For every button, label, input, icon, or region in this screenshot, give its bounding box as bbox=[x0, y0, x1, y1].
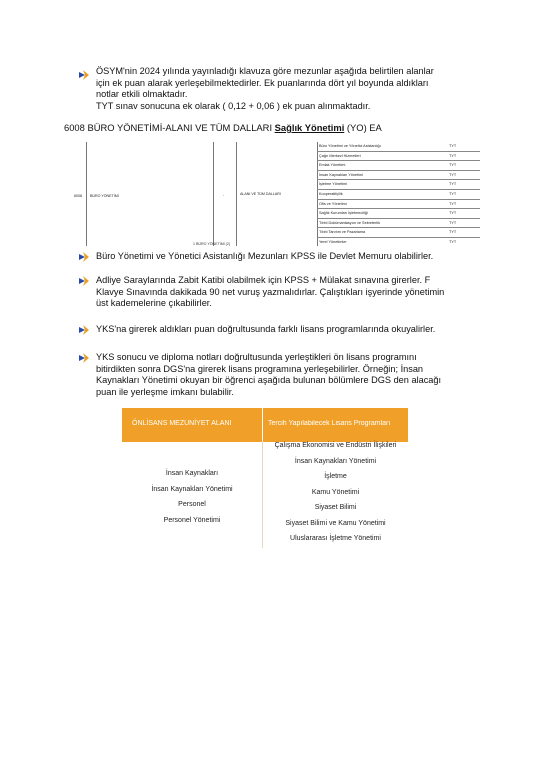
section-heading bbox=[64, 122, 382, 133]
table-row bbox=[317, 180, 480, 190]
heading-suffix: (YO) EA bbox=[344, 122, 382, 133]
row-program-name: Büro Yönetimi ve Yönetici Asistanlığı bbox=[319, 144, 381, 148]
text-line: ÖSYM'nin 2024 yılında yayınladığı klavuza göre mezunlar aşağıda belirtilen alanlar bbox=[96, 66, 434, 76]
table-row bbox=[317, 200, 480, 210]
text-line: Klavye Sınavında dakikada 90 net vuruş yazmalıdırlar. Çalıştıkları işyerinde yönetimin bbox=[96, 286, 445, 297]
row-program-name: Çağrı Merkezi Hizmetleri bbox=[319, 153, 361, 158]
left-column bbox=[122, 466, 262, 528]
row-exam-type: TYT bbox=[449, 182, 457, 187]
row-exam-type: TYT bbox=[449, 172, 457, 177]
header-left-label: ÖNLİSANS MEZUNİYET ALANI bbox=[132, 420, 232, 427]
row-exam-type: TYT bbox=[449, 211, 457, 216]
text-line: notlar etkili olmaktadır. bbox=[96, 89, 188, 100]
program-table-image bbox=[60, 142, 480, 246]
paragraph-ek-puan bbox=[96, 66, 478, 112]
heading-underlined: Sağlık Yönetimi bbox=[274, 122, 345, 133]
dgs-table-body bbox=[122, 442, 408, 548]
row-exam-type: TYT bbox=[449, 201, 457, 206]
paragraph-yks bbox=[96, 324, 478, 336]
table-row bbox=[317, 238, 480, 246]
table-row bbox=[317, 142, 480, 152]
right-item: Çalışma Ekonomisi ve Endüstri İlişkileri bbox=[274, 442, 397, 449]
row-program-name: Emlak Yönetimi bbox=[319, 163, 346, 168]
table-row bbox=[317, 228, 480, 238]
row-exam-type: TYT bbox=[449, 191, 457, 196]
row-exam-type: TYT bbox=[449, 220, 457, 225]
text-line: için ek puan alarak yerleşebilmektedirler. Ek puanlarında dört yıl boyunda aldıkları bbox=[96, 77, 429, 88]
row-program-name: Ofis ve Yönetimi bbox=[319, 201, 347, 206]
text-line: Adliye Saraylarında Zabit Katibi olabilmek için KPSS + Mülakat sınavına girerler. F bbox=[96, 275, 431, 285]
left-item: Personel bbox=[178, 501, 206, 508]
left-item: İnsan Kaynakları bbox=[165, 470, 219, 477]
table-row bbox=[317, 152, 480, 162]
table-row bbox=[317, 171, 480, 181]
dgs-program-table bbox=[122, 408, 408, 548]
row-program-name: Yerel Yönetimler bbox=[319, 239, 347, 244]
row-exam-type: TYT bbox=[449, 230, 457, 235]
table-bottom-cut: 1 BÜRO YÖNETİMİ (2) bbox=[193, 242, 231, 246]
right-item: Kamu Yönetimi bbox=[311, 488, 360, 496]
paragraph-kpss bbox=[96, 251, 478, 263]
left-item: İnsan Kaynakları Yönetimi bbox=[151, 485, 233, 493]
row-program-name: Tıbbi Tanıtım ve Pazarlama bbox=[319, 230, 366, 235]
right-item: Siyaset Bilimi bbox=[314, 504, 357, 511]
right-column bbox=[263, 438, 408, 547]
arrow-bullet-icon bbox=[78, 351, 90, 363]
row-program-name: İşletme Yönetimi bbox=[319, 182, 347, 187]
text-line: Büro Yönetimi ve Yönetici Asistanlığı Mezunları KPSS ile Devlet Memuru olabilirler. bbox=[96, 251, 434, 261]
text-line: puan ile yerleşme imkanı bulabilir. bbox=[96, 386, 234, 397]
table-field: BÜRO YÖNETİMİ bbox=[90, 194, 119, 198]
arrow-bullet-icon bbox=[78, 323, 90, 335]
table-code: 6008 bbox=[74, 194, 82, 198]
header-right-label: Tercih Yapılabilecek Lisans Programları bbox=[268, 420, 391, 427]
paragraph-zabit-katibi bbox=[96, 275, 478, 310]
table-row bbox=[317, 219, 480, 229]
heading-prefix: 6008 BÜRO YÖNETİMİ-ALANI VE TÜM DALLARI bbox=[64, 122, 275, 133]
text-line: YKS sonucu ve diploma notları doğrultusunda yerleştikleri ön lisans programını bbox=[96, 352, 417, 362]
table-dash: - bbox=[223, 193, 225, 197]
right-item: Siyaset Bilimi ve Kamu Yönetimi bbox=[285, 519, 386, 527]
text-line: üst kademelerine çıkabilirler. bbox=[96, 298, 212, 309]
right-item: İnsan Kaynakları Yönetimi bbox=[294, 457, 377, 465]
left-item: Personel Yönetimi bbox=[163, 516, 221, 524]
table-branch: ALANI VE TÜM DALLARI bbox=[240, 192, 281, 196]
row-exam-type: TYT bbox=[449, 239, 457, 244]
table-row bbox=[317, 209, 480, 219]
table-row bbox=[317, 190, 480, 200]
arrow-bullet-icon bbox=[78, 274, 90, 286]
row-program-name: İnsan Kaynakları Yönetimi bbox=[319, 172, 364, 177]
text-line: TYT sınav sonucuna ek olarak ( 0,12 + 0,06 ) ek puan alınmaktadır. bbox=[96, 100, 371, 111]
table-rows bbox=[317, 142, 480, 246]
row-program-name: Kooperatifçilik bbox=[319, 191, 343, 196]
row-exam-type: TYT bbox=[449, 163, 457, 168]
text-line: YKS'na girerek aldıkları puan doğrultusunda farklı lisans programlarında okuyalirler. bbox=[96, 324, 436, 334]
text-line: bitirdikten sonra DGS'na girerek lisans programına yerleşebilirler. Örneğin; İnsan bbox=[96, 363, 424, 374]
right-item: Uluslararası İşletme Yönetimi bbox=[290, 535, 381, 542]
text-line: Kaynakları Yönetimi okuyan bir öğrenci aşağıda bulunan bölümlere DGS den alacağı bbox=[96, 375, 442, 386]
row-exam-type: TYT bbox=[449, 153, 457, 158]
table-row bbox=[317, 161, 480, 171]
row-program-name: Tıbbi Dokümantasyon ve Sekreterlik bbox=[319, 220, 380, 225]
row-exam-type: TYT bbox=[449, 144, 457, 148]
row-program-name: Sağlık Kurumları İşletmeciliği bbox=[319, 211, 368, 216]
arrow-bullet-icon bbox=[78, 68, 90, 80]
arrow-bullet-icon bbox=[78, 250, 90, 262]
dgs-table-header bbox=[122, 408, 408, 442]
right-item: İşletme bbox=[324, 473, 347, 480]
paragraph-dgs bbox=[96, 352, 478, 398]
